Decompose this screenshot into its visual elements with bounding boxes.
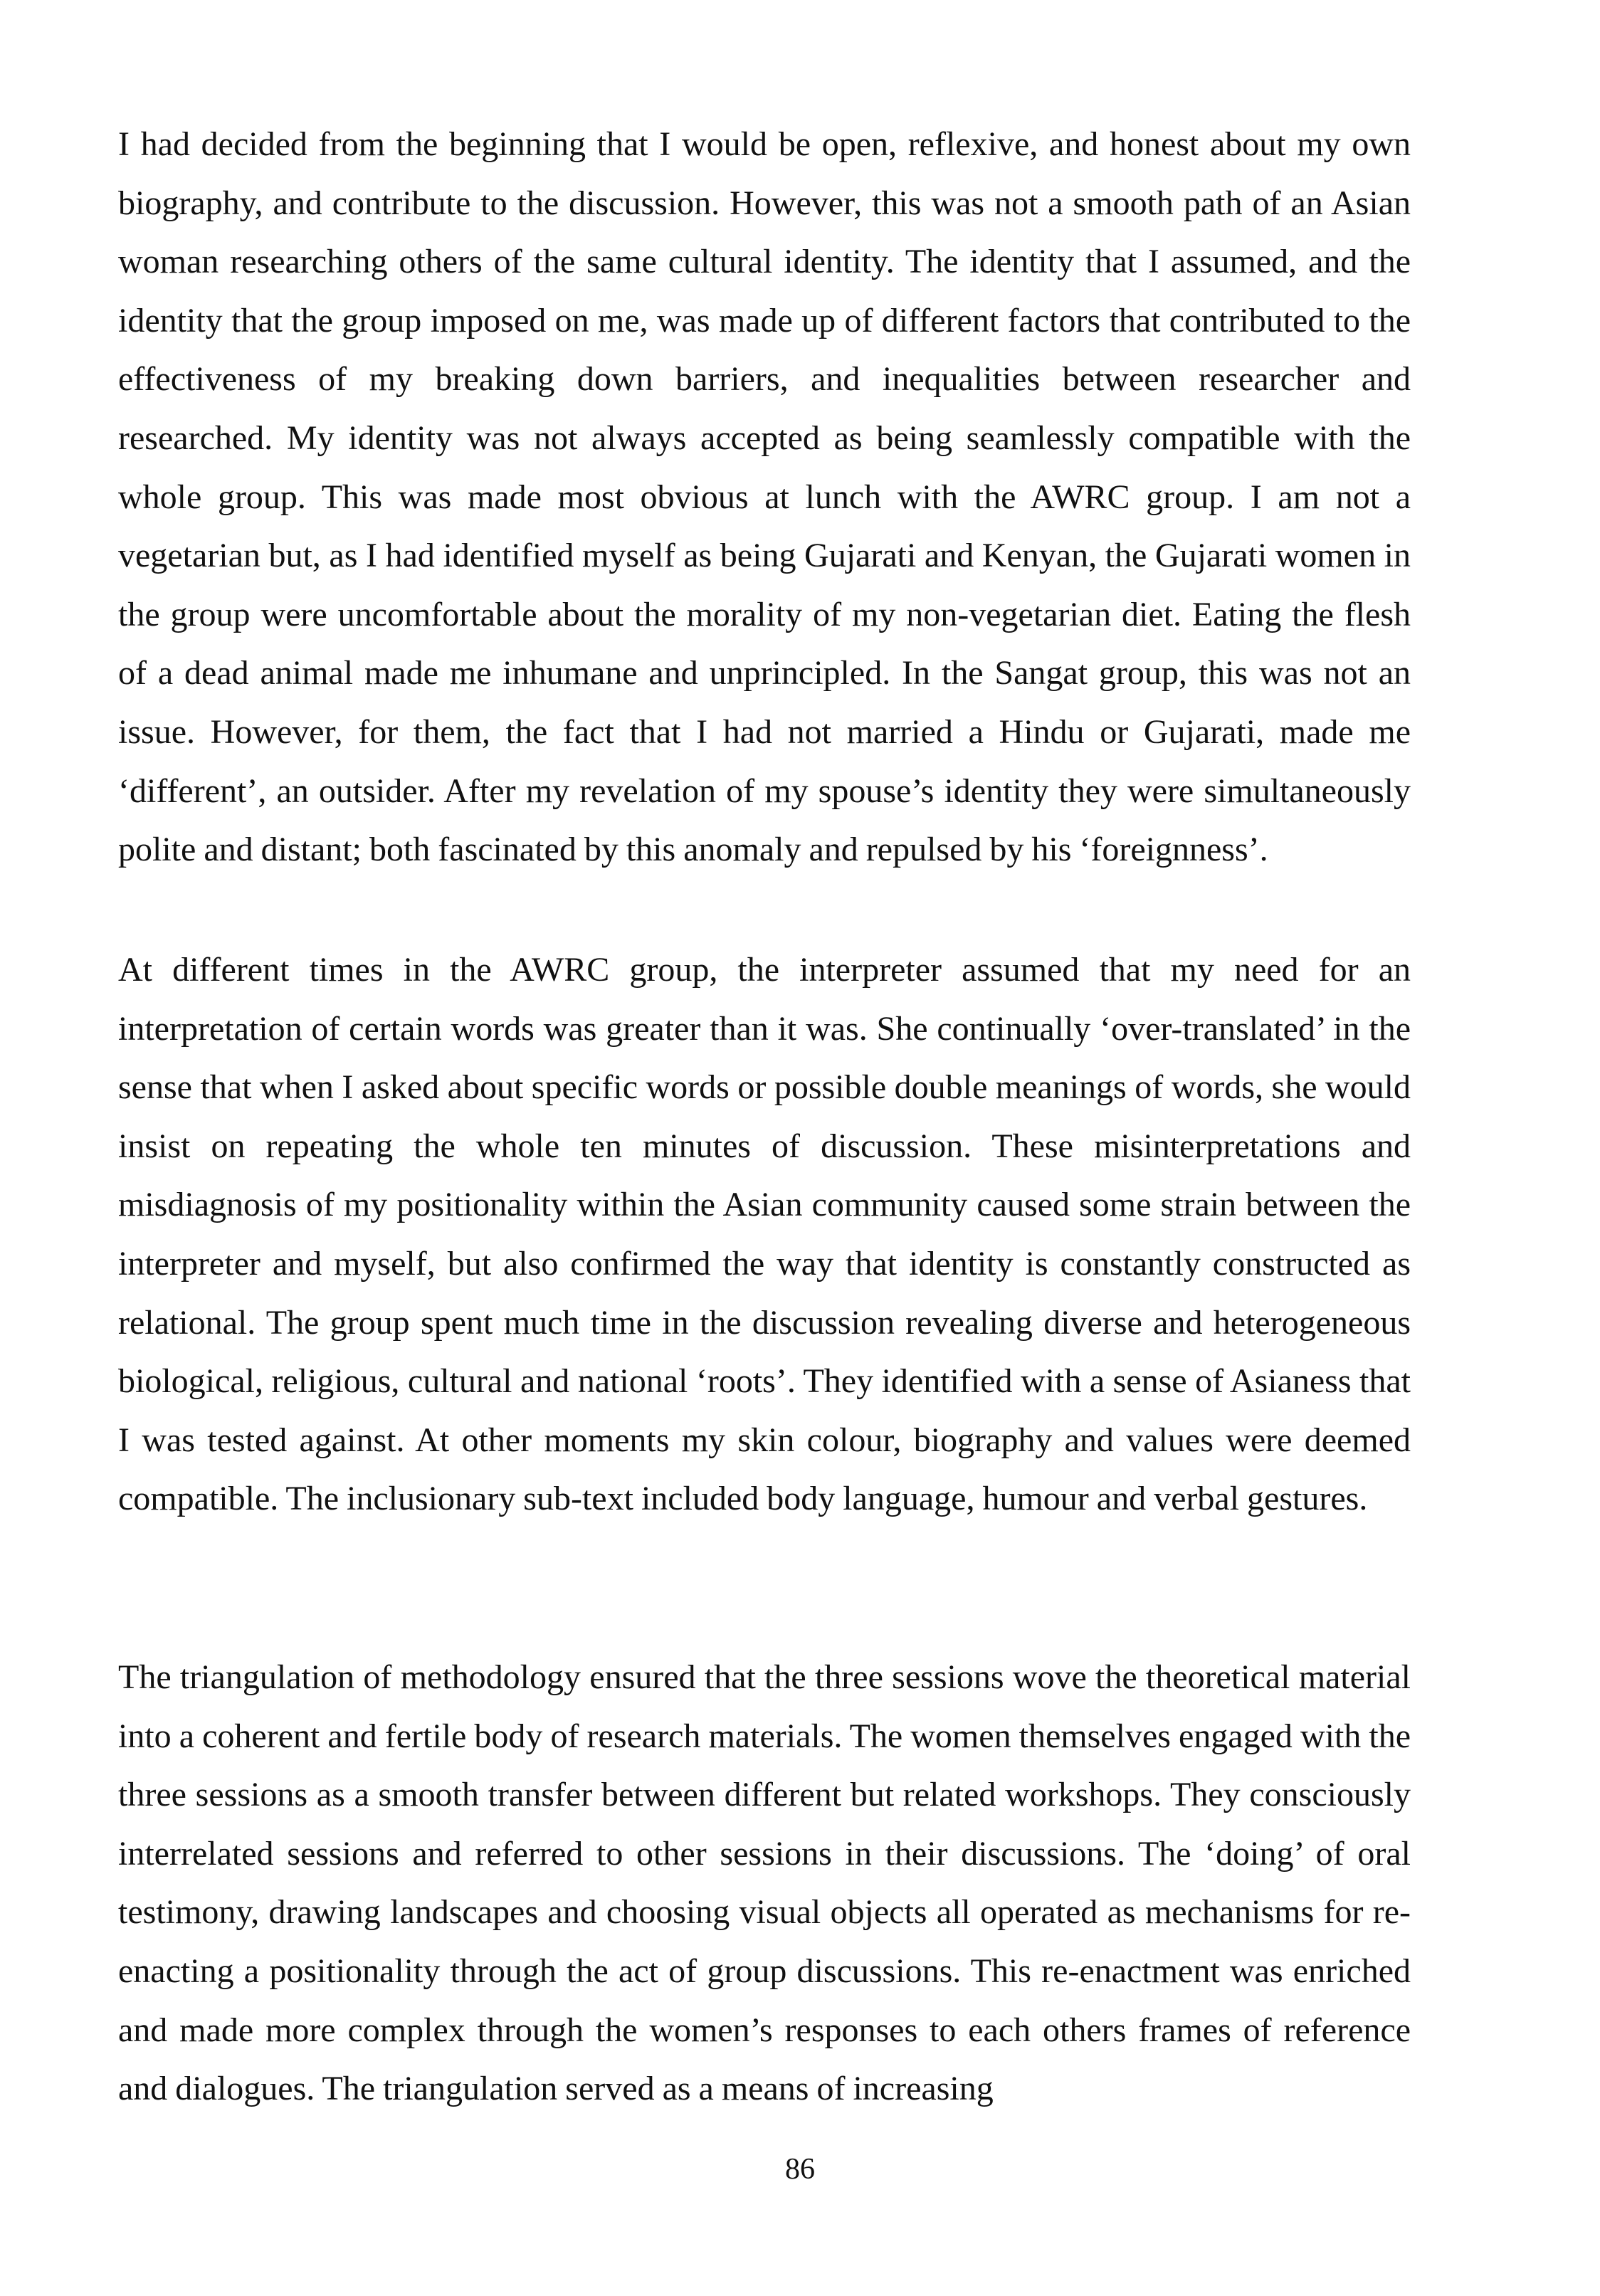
paragraph-identity: I had decided from the beginning that I would be open, reflexive, and honest about my own biography, and contribute to the discussion. However, this was not a smooth path of an Asian woman researching others of the same cultural identity. The identity that I assumed, and the identity that the group imposed on me, was made up of different factors that contributed to the effectiveness of my breaking down barriers, and inequalities between researcher and researched. My identity was not always accepted as being seamlessly compatible with the whole group. This was made most obvious at lunch with the AWRC group. I am not a vegetarian but, as I had identified myself as being Gujarati and Kenyan, the Gujarati women in the group were uncomfortable about the morality of my non-vegetarian diet. Eating the flesh of a dead animal made me inhumane and unprincipled. In the Sangat group, this was not an issue. However, for them, the fact that I had not married a Hindu or Gujarati, made me ‘different’, an outsider. After my revelation of my spouse’s identity they were simultaneously polite and distant; both fascinated by this anomaly and repulsed by his ‘foreignness’.: [118, 125, 1411, 869]
paragraph-interpreter: At different times in the AWRC group, the interpreter assumed that my need for an interpretation of certain words was greater than it was. She continually ‘over-translated’ in the sense that when I asked about specific words or possible double meanings of words, she would insist on repeating the whole ten minutes of discussion. These misinterpretations and misdiagnosis of my positionality within the Asian community caused some strain between the interpreter and myself, but also confirmed the way that identity is constantly constructed as relational. The group spent much time in the discussion revealing diverse and heterogeneous biological, religious, cultural and national ‘roots’. They identified with a sense of Asianess that I was tested against. At other moments my skin colour, biography and values were deemed compatible. The inclusionary sub-text included body language, humour and verbal gestures.: [118, 951, 1411, 1518]
page-number: 86: [785, 2153, 815, 2186]
paragraph-triangulation: The triangulation of methodology ensured that the three sessions wove the theoretical material into a coherent and fertile body of research materials. The women themselves engaged with the three sessions as a smooth transfer between different but related workshops. They consciously interrelated sessions and referred to other sessions in their discussions. The ‘doing’ of oral testimony, drawing landscapes and choosing visual objects all operated as mechanisms for re-enacting a positionality through the act of group discussions. This re-enactment was enriched and made more complex through the women’s responses to each others frames of reference and dialogues. The triangulation served as a means of increasing: [118, 1658, 1411, 2108]
